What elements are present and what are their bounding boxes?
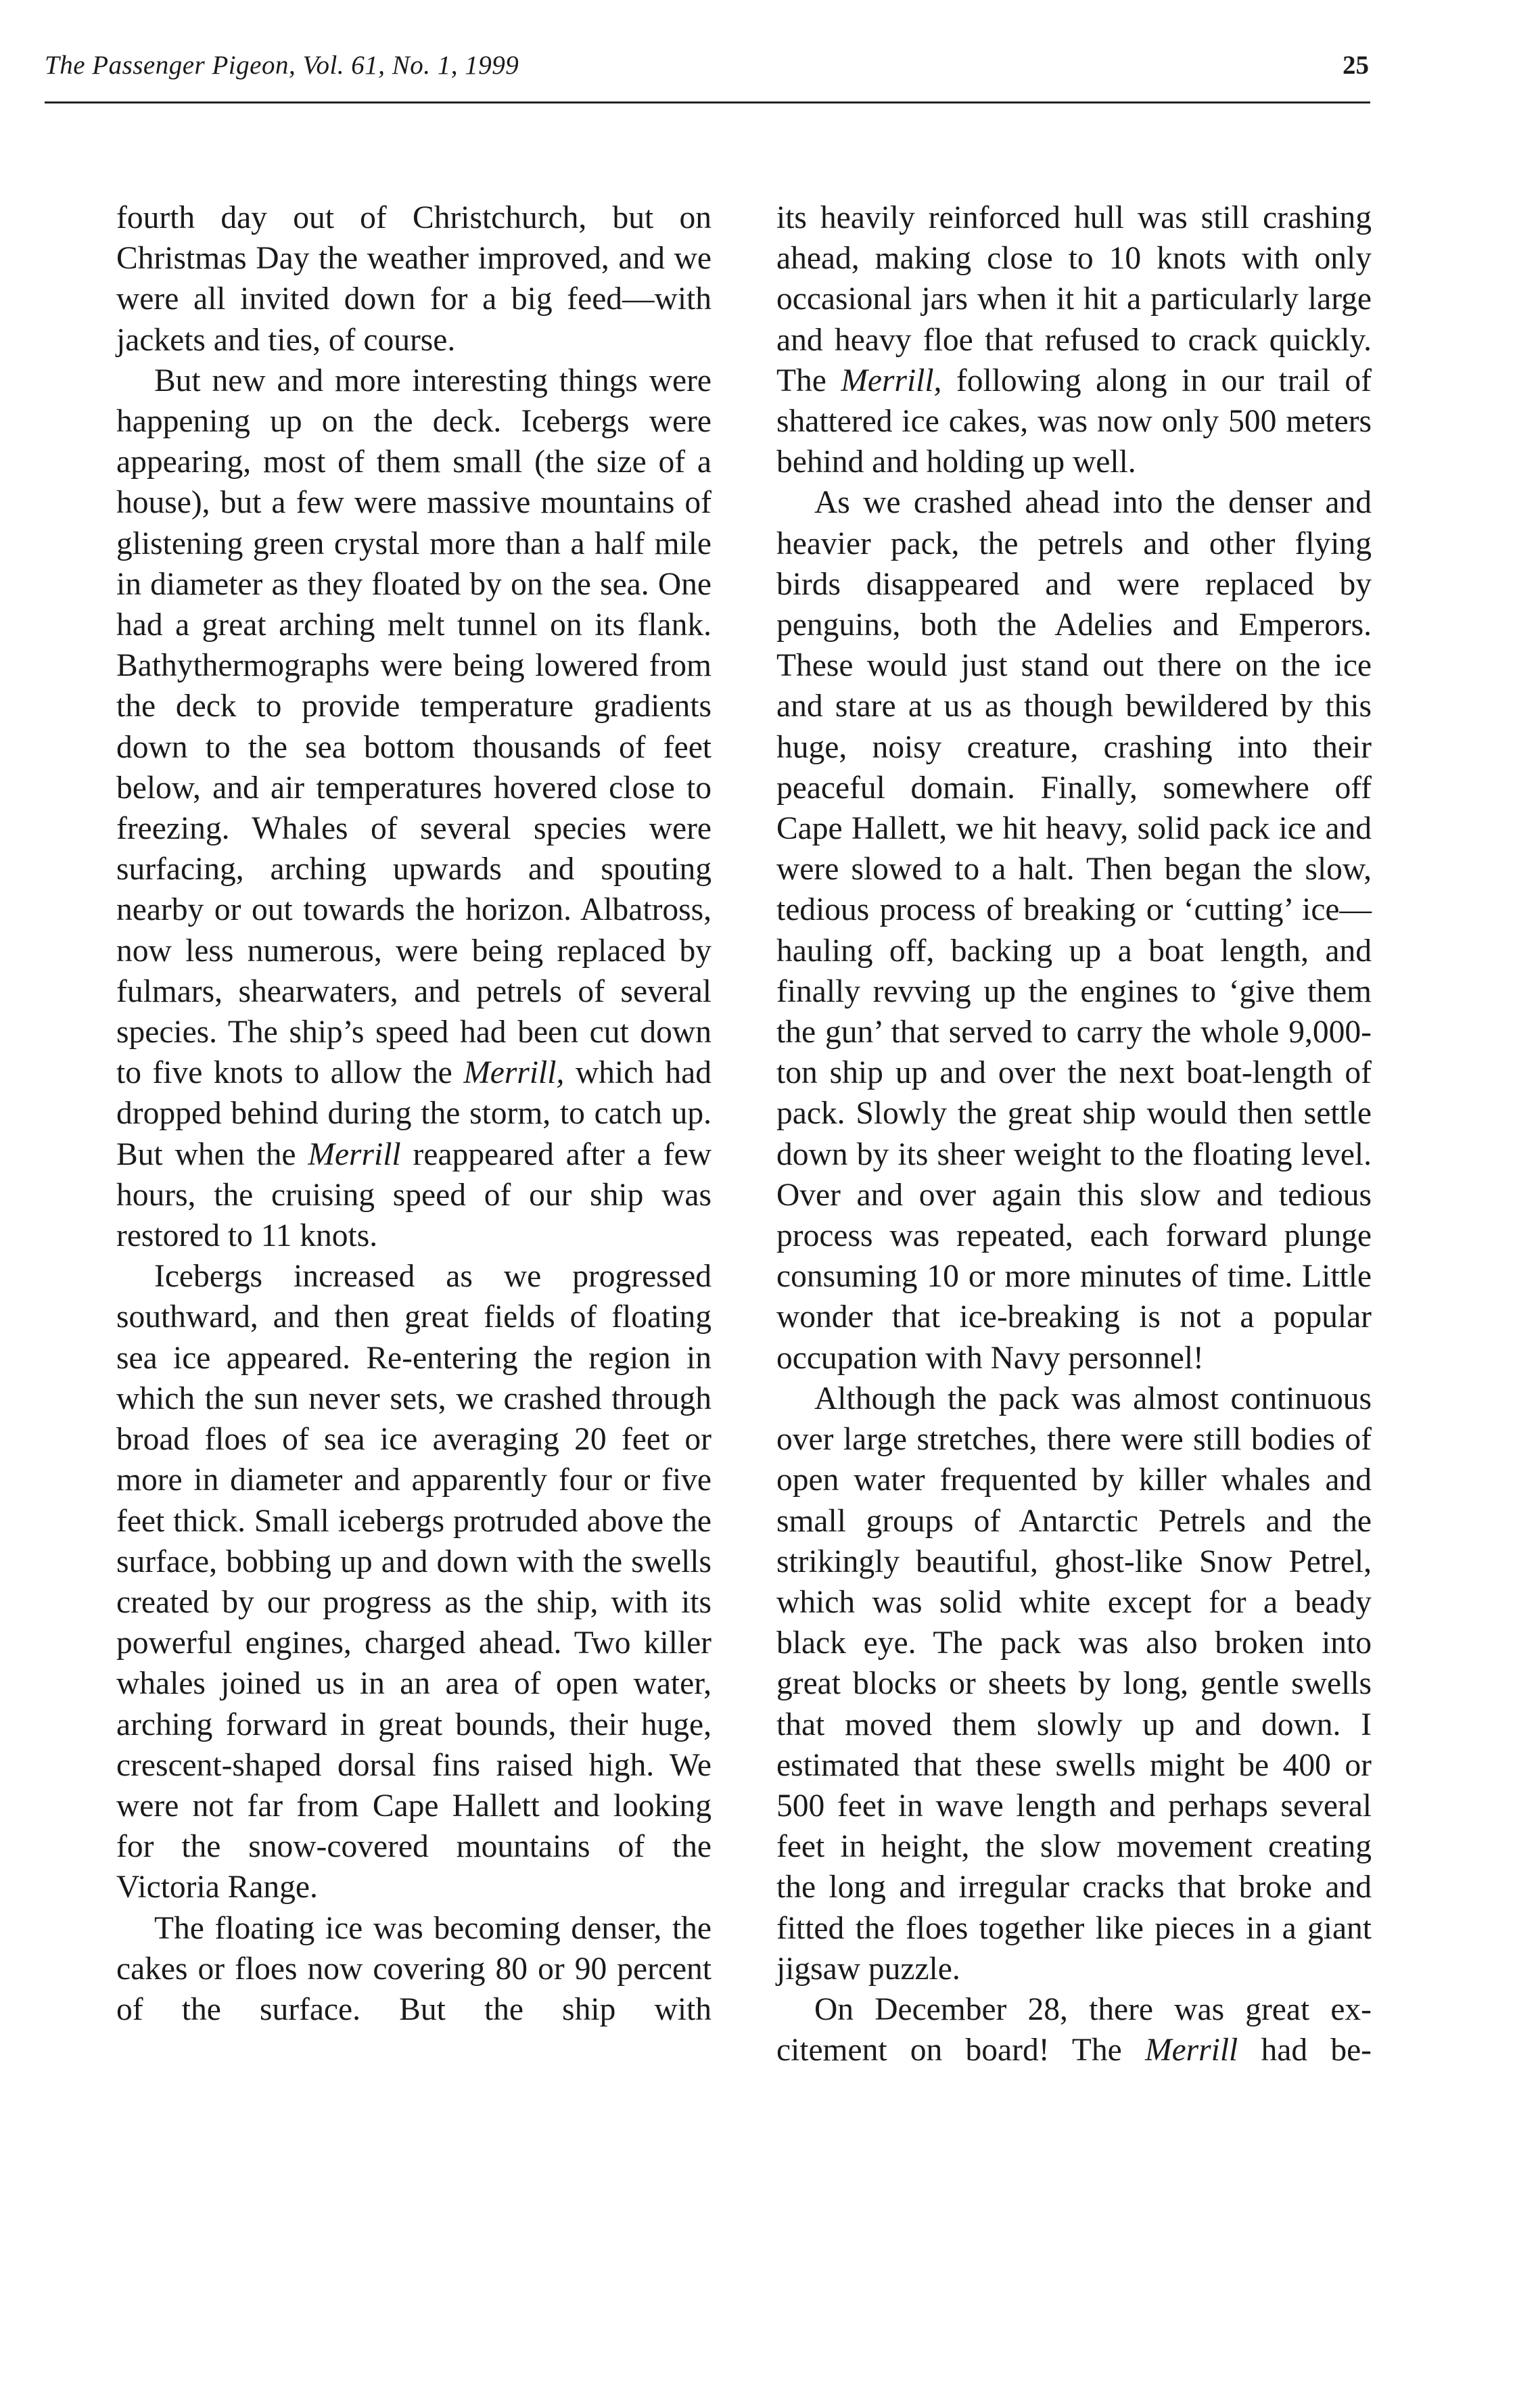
journal-title: The Passenger Pigeon, Vol. 61, No. 1, 1999: [45, 51, 519, 80]
paragraph: On December 28, there was great excitement on board! The Merrill had be-: [776, 1991, 1372, 2068]
ship-name: Merrill,: [463, 1055, 565, 1091]
right-column: [776, 198, 1372, 2070]
paragraph: As we crashed ahead into the denser and heavier pack, the petrels and other flying birds disappeared and were replaced by penguins, both the Adelies and Emperors. These would just stand out there on the ice and stare at us as though bewildered by this huge, noisy creature, crashing into their peaceful domain. Finally, somewhere off Cape Hallett, we hit heavy, solid pack ice and were slowed to a halt. Then began the slow, tedious process of breaking or ‘cutting’ ice—hauling off, backing up a boat length, and finally revving up the engines to ‘give them the gun’ that served to carry the whole 9,000-ton ship up and over the next boat-length of pack. Slowly the great ship would then settle down by its sheer weight to the floating level. Over and over again this slow and tedious process was repeated, each forward plunge consuming 10 or more minutes of time. Little wonder that ice-breaking is not a popular occupation with Navy personnel!: [776, 485, 1372, 1376]
paragraph: Although the pack was almost continuous over large stretches, there were still bodies of open water frequented by killer whales and small groups of Antarctic Petrels and the strikingly beautiful, ghost-like Snow Petrel, which was solid white except for a beady black eye. The pack was also broken into great blocks or sheets by long, gentle swells that moved them slowly up and down. I estimated that these swells might be 400 or 500 feet in wave length and perhaps several feet in height, the slow movement creating the long and irregular cracks that broke and fitted the floes together like pieces in a giant jigsaw puzzle.: [776, 1381, 1372, 1987]
ship-name: Merrill: [308, 1136, 401, 1172]
paragraph: The floating ice was becoming denser, the cakes or floes now covering 80 or 90 percent of the surface. But the ship with: [116, 1910, 712, 2027]
running-header: [45, 50, 1370, 103]
paragraph: its heavily reinforced hull was still crashing ahead, making close to 10 knots with only occasional jars when it hit a particularly large and heavy floe that refused to crack quickly. The Merrill, following along in our trail of shattered ice cakes, was now only 500 meters behind and holding up well.: [776, 200, 1372, 480]
ship-name: Merrill,: [841, 363, 942, 398]
paragraph: Icebergs increased as we progressed southward, and then great fields of floating sea ice appeared. Re-entering the region in which the sun never sets, we crashed through broad floes of sea ice averaging 20 feet or more in diameter and apparently four or five feet thick. Small icebergs protruded above the surface, bobbing up and down with the swells created by our progress as the ship, with its powerful engines, charged ahead. Two killer whales joined us in an area of open water, arching forward in great bounds, their huge, crescent-shaped dorsal fins raised high. We were not far from Cape Hallett and looking for the snow-covered mountains of the Victoria Range.: [116, 1259, 712, 1905]
ship-name: Merrill: [1145, 2033, 1238, 2068]
paragraph: But new and more interesting things were happening up on the deck. Icebergs were appearing, most of them small (the size of a house), but a few were massive mountains of glistening green crystal more than a half mile in diameter as they floated by on the sea. One had a great arching melt tunnel on its flank. Bathythermographs were being lowered from the deck to provide temperature gradients down to the sea bottom thousands of feet below, and air temperatures hovered close to freezing. Whales of several species were surfacing, arching upwards and spouting nearby or out towards the horizon. Albatross, now less numerous, were being replaced by fulmars, shearwaters, and petrels of several species. The ship’s speed had been cut down to five knots to allow the Merrill, which had dropped behind during the storm, to catch up. But when the Merrill reappeared after a few hours, the cruising speed of our ship was restored to 11 knots.: [116, 363, 712, 1254]
left-column: [116, 198, 712, 2030]
paragraph: fourth day out of Christchurch, but on Christmas Day the weather improved, and we were all invited down for a big feed—with jackets and ties, of course.: [116, 200, 712, 358]
page-number: 25: [1343, 51, 1369, 80]
